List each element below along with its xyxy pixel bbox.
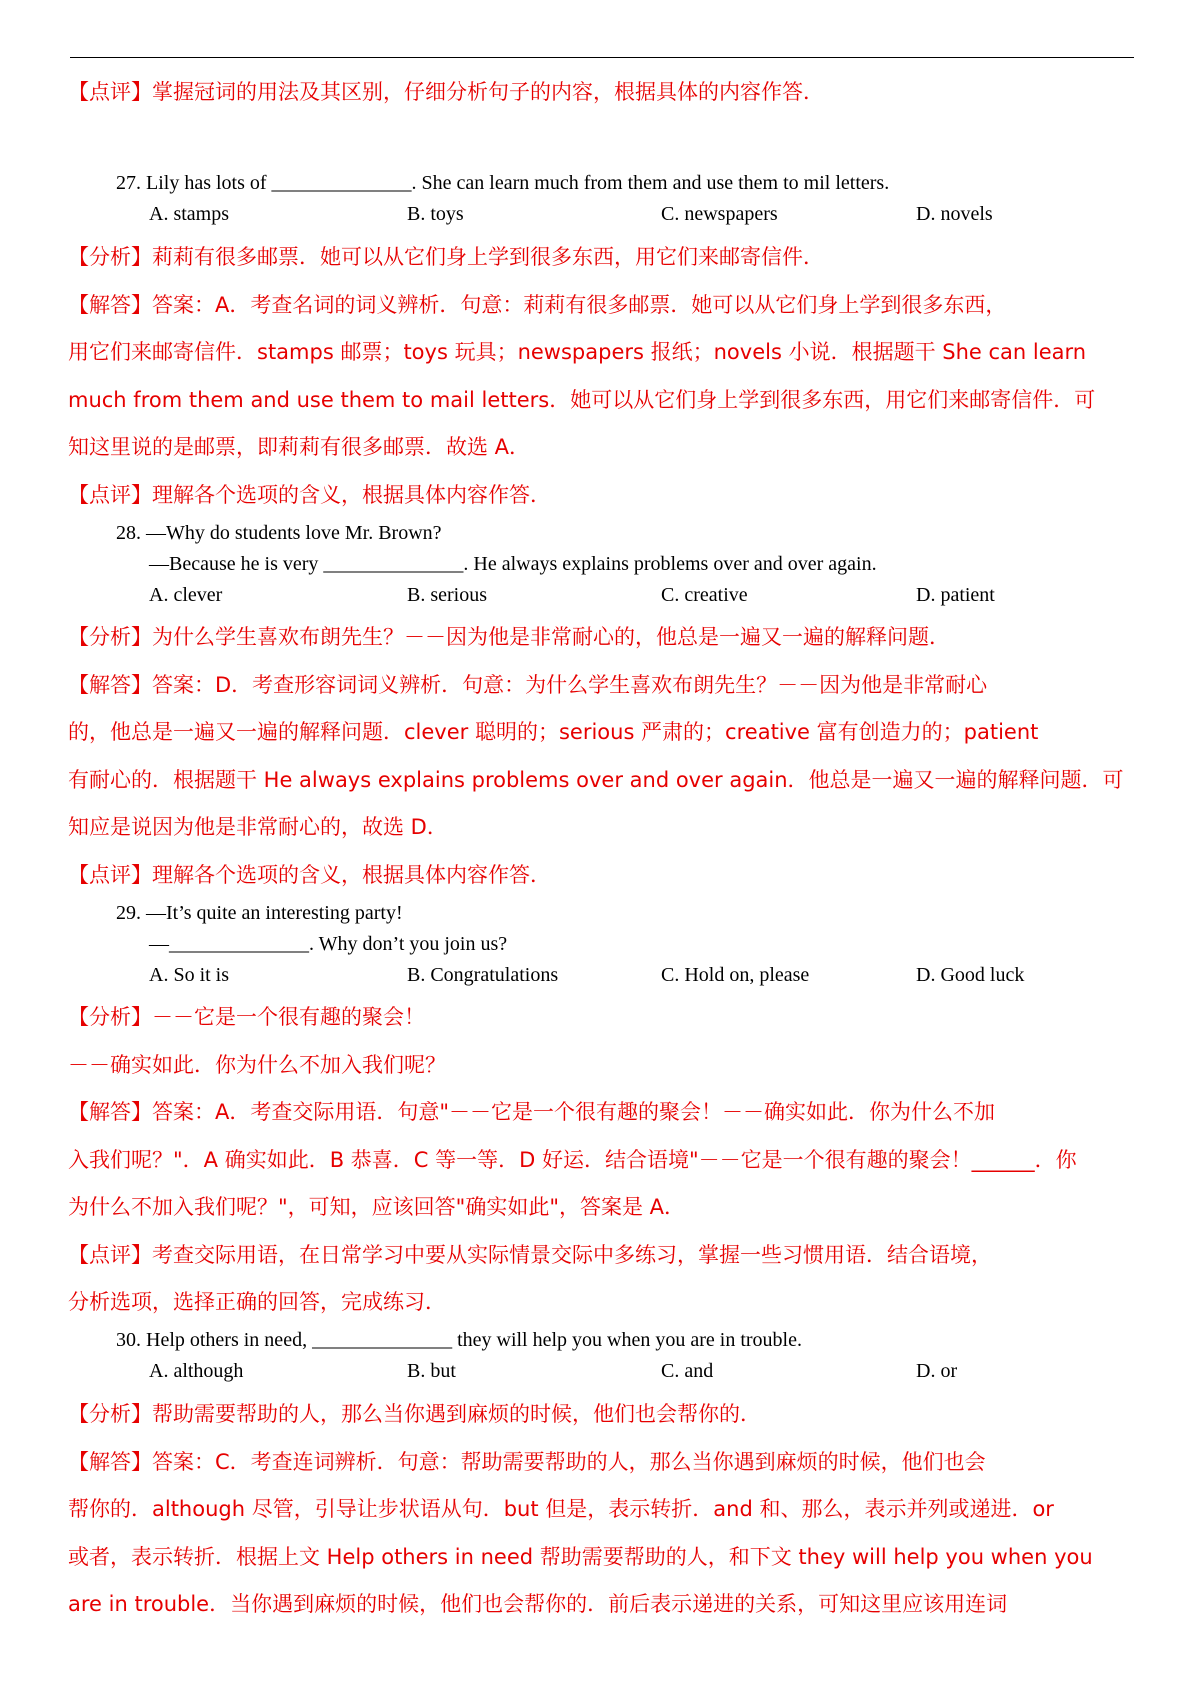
q28-answer-line: 【解答】答案：D．考查形容词词义辨析．句意：为什么学生喜欢布朗先生？－－因为他是非常耐心 — [68, 673, 988, 697]
q29-stem-line1: 29. —It’s quite an interesting party! — [116, 902, 403, 924]
header-rule — [70, 57, 1134, 58]
q30-option-a: A. although — [149, 1360, 244, 1382]
q28-option-b: B. serious — [407, 584, 487, 606]
q29-comment-line: 分析选项，选择正确的回答，完成练习． — [68, 1290, 446, 1314]
q27-comment: 【点评】理解各个选项的含义，根据具体内容作答． — [68, 483, 551, 507]
q30-option-b: B. but — [407, 1360, 456, 1382]
q30-stem: 30. Help others in need, ______________ they will help you when you are in trouble. — [116, 1329, 802, 1351]
q28-stem-line1: 28. —Why do students love Mr. Brown? — [116, 522, 442, 544]
q29-option-d: D. Good luck — [916, 964, 1025, 986]
q28-answer-line: 的，他总是一遍又一遍的解释问题．clever 聪明的；serious 严肃的；creative 富有创造力的；patient — [68, 720, 1039, 744]
q30-answer-line: are in trouble．当你遇到麻烦的时候，他们也会帮你的．前后表示递进的关系，可知这里应该用连词 — [68, 1592, 1008, 1616]
q27-option-c: C. newspapers — [661, 203, 778, 225]
q28-answer-line: 知应是说因为他是非常耐心的，故选 D． — [68, 815, 448, 839]
q27-answer-line: 【解答】答案：A．考查名词的词义辨析．句意：莉莉有很多邮票．她可以从它们身上学到很多东西， — [68, 293, 1007, 317]
q29-option-b: B. Congratulations — [407, 964, 559, 986]
q29-answer-line: 【解答】答案：A．考查交际用语．句意"－－它是一个很有趣的聚会！－－确实如此．你为什么不加 — [68, 1100, 996, 1124]
q29-answer-line: 入我们呢？"．A 确实如此．B 恭喜．C 等一等．D 好运．结合语境"－－它是一个很有趣的聚会！______．你 — [68, 1148, 1077, 1172]
q27-option-b: B. toys — [407, 203, 464, 225]
q27-answer-line: 用它们来邮寄信件．stamps 邮票；toys 玩具；newspapers 报纸；novels 小说．根据题干 She can learn — [68, 340, 1087, 364]
q27-stem: 27. Lily has lots of ______________. She can learn much from them and use them to mil letters. — [116, 172, 890, 194]
q29-analysis-line: －－确实如此．你为什么不加入我们呢？ — [68, 1053, 446, 1077]
q29-answer-line: 为什么不加入我们呢？"，可知，应该回答"确实如此"，答案是 A． — [68, 1195, 686, 1219]
q29-option-a: A. So it is — [149, 964, 230, 986]
q30-option-c: C. and — [661, 1360, 714, 1382]
q30-answer-line: 帮你的．although 尽管，引导让步状语从句．but 但是，表示转折．and 和、那么，表示并列或递进．or — [68, 1497, 1054, 1521]
q30-analysis: 【分析】帮助需要帮助的人，那么当你遇到麻烦的时候，他们也会帮你的． — [68, 1402, 761, 1426]
q30-option-d: D. or — [916, 1360, 958, 1382]
q28-comment: 【点评】理解各个选项的含义，根据具体内容作答． — [68, 863, 551, 887]
q28-stem-line2: —Because he is very ______________. He always explains problems over and over again. — [149, 553, 877, 575]
q29-stem-line2: —______________. Why don’t you join us? — [149, 933, 508, 955]
q30-answer-line: 或者，表示转折．根据上文 Help others in need 帮助需要帮助的人，和下文 they will help you when you — [68, 1545, 1093, 1569]
q28-option-d: D. patient — [916, 584, 995, 606]
q29-comment-line: 【点评】考查交际用语，在日常学习中要从实际情景交际中多练习，掌握一些习惯用语．结合语境， — [68, 1243, 992, 1267]
q28-option-a: A. clever — [149, 584, 223, 606]
q29-option-c: C. Hold on, please — [661, 964, 810, 986]
q27-answer-line: 知这里说的是邮票，即莉莉有很多邮票．故选 A． — [68, 435, 531, 459]
q29-analysis-line: 【分析】－－它是一个很有趣的聚会！ — [68, 1005, 425, 1029]
q27-answer-line: much from them and use them to mail letters．她可以从它们身上学到很多东西，用它们来邮寄信件．可 — [68, 388, 1096, 412]
q28-analysis: 【分析】为什么学生喜欢布朗先生？－－因为他是非常耐心的，他总是一遍又一遍的解释问题． — [68, 625, 950, 649]
q28-option-c: C. creative — [661, 584, 748, 606]
q27-analysis: 【分析】莉莉有很多邮票．她可以从它们身上学到很多东西，用它们来邮寄信件． — [68, 245, 824, 269]
q28-answer-line: 有耐心的．根据题干 He always explains problems over and over again．他总是一遍又一遍的解释问题．可 — [68, 768, 1124, 792]
prev-comment: 【点评】掌握冠词的用法及其区别，仔细分析句子的内容，根据具体的内容作答． — [68, 80, 824, 104]
q27-option-d: D. novels — [916, 203, 993, 225]
q30-answer-line: 【解答】答案：C．考查连词辨析．句意：帮助需要帮助的人，那么当你遇到麻烦的时候，他们也会 — [68, 1450, 986, 1474]
q27-option-a: A. stamps — [149, 203, 229, 225]
